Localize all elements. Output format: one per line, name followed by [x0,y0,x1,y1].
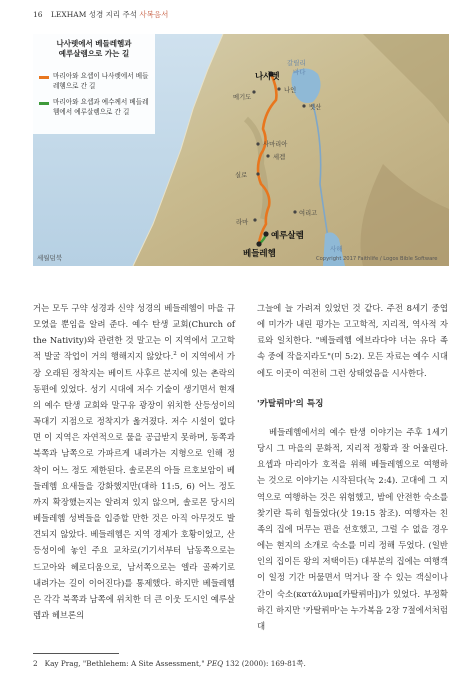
label-nain: 나인 [284,87,297,94]
label-lachish: 라마 [236,219,249,226]
book-title: LEXHAM 성경 지리 주석 [50,10,137,19]
samaria-dot [256,142,259,145]
footnote-divider [33,653,119,654]
footnote-ref: 2 [173,351,177,358]
paragraph-text-cont: 이 지역에서 가장 오래된 정착지는 베이트 사후르 분지에 있는 촌락의 동편에 있었다. 성기 시대에 저수 기술이 생기면서 현재의 예수 탄생 교회와 말구유 광장이 위치한 산등성이의 꼭대기 지점으로 정착지가 옮겨졌다. 저수 시설이 없다면 이 지역은 자연적으로 물을 공급받지 못하며, 동쪽과 북쪽과 남쪽으로 가파르게 내려가는 지형으로 인해 정착이 어느 정도 제한된다. 솔로몬의 아들 르호보암이 베들레헴 요새들을 강화했지만(대하 11:5, 6) 어느 정도까지 확장했는지는 알려져 있지 않으며, 솔로몬 당시의 베들레헴 성벽들을 입증할 만한 것은 아직 아무것도 발견되지 않았다. 베들레헴은 지역 경제가 호황이었고, 산등성이에 놓인 주요 교차로(기기서부터 남동쪽으로는 드고아와 헤로디움으로, 남서쪽으로는 엘라 골짜기로 내려가는 길이 이어진다)를 통제했다. 하지만 베들레헴은 각각 북쪽과 남쪽에 위치한 더 큰 이웃 도시인 예루살렘과 헤브론의 [33,351,236,620]
legend-item-label: 마리아와 요셉과 예수께서 베들레헴에서 예루살렘으로 간 길 [53,98,149,116]
label-shiloh: 실로 [235,172,248,179]
label-dead-sea: 사해 [330,245,343,253]
label-jericho: 여리고 [299,210,318,217]
shechem-dot [266,154,269,157]
body-paragraph: 그늘에 늘 가려져 있었던 것 같다. 주전 8세기 중엽에 미가가 내린 평가는 고고학적, 지리적, 역사적 자료와 일치한다. "베들레헴 에브라다야 너는 유다 족속 중에 작을지라도"(미 5:2). 모든 자료는 예수 시대에도 이곳이 여전히 그런 상태였음을 시사한다. [257,303,448,378]
footnote-details: 132 (2000): 169-81쪽. [225,659,306,668]
label-bethlehem: 베들레헴 [243,249,276,259]
legend-item-label: 마리아와 요셉이 나사렛에서 베들레헴으로 간 길 [53,72,149,90]
bethlehem-dot [256,241,261,246]
legend-title [33,34,155,59]
body-paragraph [33,300,235,623]
page-number: 16 [33,10,43,19]
legend-item-orange-route [39,72,153,91]
green-line-swatch [39,102,49,105]
label-nazareth: 나사렛 [255,72,280,82]
shiloh-dot [256,172,259,175]
label-sea-galilee-2: 바다 [293,68,306,76]
label-jerusalem: 예루살렘 [271,231,304,241]
section-title: 사복음서 [139,10,169,19]
legend-title-line2: 예루살렘으로 가는 길 [58,49,130,58]
label-sea-galilee-1: 갈릴리 [287,59,306,67]
right-column [257,300,448,634]
beth-shan-dot [302,104,305,107]
body-paragraph: 베들레헴에서의 예수 탄생 이야기는 주후 1세기 당시 그 마을의 문화적, 지리적 정황과 잘 어울린다. 요셉과 마리아가 호적을 위해 베들레헴으로 여행하는 것으로 이야기는 시작된다(눅 2:4). 고대에 그 지역으로 여행하는 것은 위험했고, 밤에 안전한 숙소를 찾기란 특히 힘들었다(삿 19:15 참조). 여행자는 친족의 집에 머무는 편을 선호했고, 그럴 수 없을 경우에는 현지의 소개로 숙소를 미리 정해 두었다. (일반인의 집이든 왕의 저택이든) 대부분의 집에는 여행객이 일정 기간 머물면서 먹거나 잘 수 있는 객실이나 간이 숙소(κατάλυμα[카탈뤼마])가 있었다. 부정확하긴 하지만 '카탈뤼마'는 누가복음 2장 7절에서처럼 대 [257,426,448,631]
footnote-author: Kay Prag, "Bethlehem: A Site Assessment," [44,659,205,668]
nain-dot [277,87,280,90]
label-megiddo: 메기도 [233,94,252,101]
footnote [33,659,306,669]
section-subheading: '카탈뤼마'의 특징 [257,398,324,409]
label-beth-shan: 벳산 [309,104,322,111]
orange-line-swatch [39,76,49,79]
paragraph-text: 거는 모두 구약 성경과 신약 성경의 베들레헴이 마을 규모였을 뿐임을 알려 준다. 예수 탄생 교회(Church of the Nativity)와 관련한 것 말고는 이 지역에서 고고학적 발굴 작업이 거의 행해지지 않았다. [33,303,235,362]
label-shechem: 세겜 [273,154,286,161]
megiddo-dot [252,90,255,93]
lachish-dot [253,218,256,221]
legend-item-green-route [39,98,153,117]
label-samaria: 사마리아 [263,141,288,148]
jerusalem-dot [263,231,268,236]
footnote-number: 2 [33,659,38,668]
left-column [33,300,235,623]
map-copyright: Copyright 2017 Faithlife / Logos Bible Software [316,256,438,262]
jericho-dot [293,210,296,213]
legend-title-line1: 나사렛에서 베들레헴과 [56,39,132,48]
publisher-logo: 세월덤북 [37,254,63,262]
running-header [33,9,168,20]
footnote-journal: PEQ [206,659,224,668]
map-legend [33,34,155,134]
